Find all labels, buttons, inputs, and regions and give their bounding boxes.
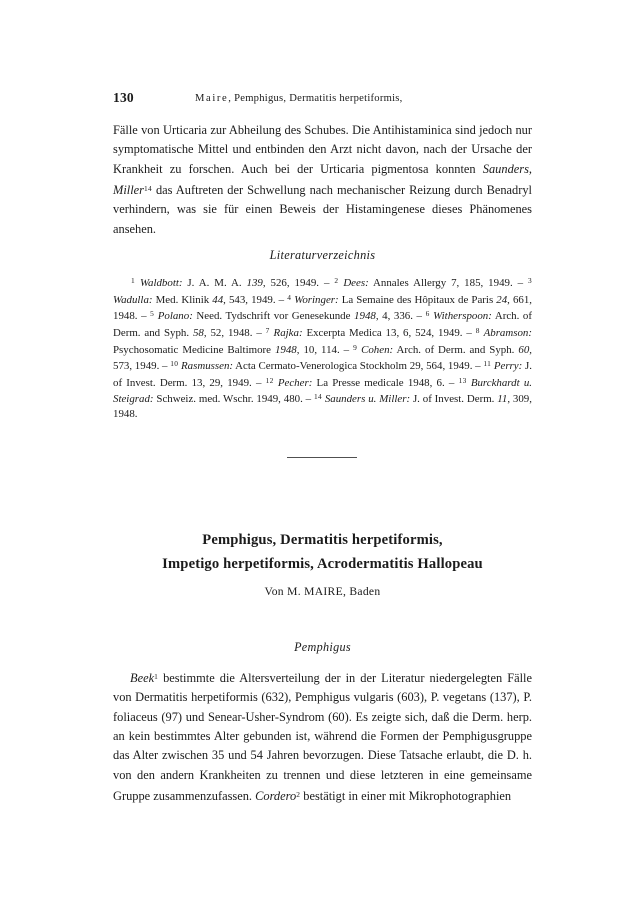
reference-number: 13	[458, 375, 467, 385]
reference-volume: 60	[518, 343, 530, 356]
reference-separator: –	[137, 310, 151, 323]
reference-source: Need. Tydschrift vor Genesekunde	[192, 310, 355, 323]
reference-pages: , 309, 1948.	[113, 393, 532, 421]
reference-pages: , 661, 1948.	[113, 293, 533, 323]
reference-pages: , 526, 1949.	[262, 277, 320, 290]
section-heading-pemphigus: Pemphigus	[294, 640, 351, 654]
reference-separator: –	[159, 360, 171, 373]
reference-separator: –	[302, 393, 314, 406]
reference-volume: 139	[246, 277, 263, 290]
reference-pages: , 10, 114.	[296, 343, 340, 356]
reference-source: Schweiz. med. Wschr. 1949, 480.	[153, 393, 303, 406]
reference-source: J. of Invest. Derm. 13, 29, 1949.	[113, 360, 532, 389]
running-head-author: Maire	[195, 93, 229, 104]
reference-number: 6	[425, 309, 430, 319]
page-number: 130	[113, 90, 134, 105]
beek-citation: Beek	[130, 671, 155, 686]
reference-pages: , 4, 336.	[375, 310, 413, 323]
reference-author: Woringer:	[294, 293, 339, 306]
running-head-rest: , Pemphigus, Dermatitis herpetiformis,	[228, 93, 403, 104]
reference-separator: –	[412, 310, 426, 323]
reference-number: 8	[475, 325, 480, 335]
reference-source: Excerpta Medica 13, 6, 524, 1949.	[302, 327, 463, 340]
reference-author: Polano:	[157, 310, 193, 323]
reference-pages: , 543, 1949.	[223, 293, 276, 306]
running-head-title	[195, 91, 403, 107]
reference-number: 11	[483, 359, 492, 369]
reference-author: Burckhardt u. Steigrad:	[113, 376, 532, 406]
literature-heading: Literaturverzeichnis	[269, 248, 376, 262]
reference-source: Psychosomatic Medicine Baltimore	[113, 343, 275, 356]
reference-author: Perry:	[493, 360, 523, 373]
reference-author: Dees:	[343, 277, 369, 290]
reference-author: Rajka:	[273, 327, 303, 340]
reference-author: Wadulla:	[113, 293, 153, 306]
reference-pages: , 573, 1949.	[113, 343, 532, 373]
reference-volume: 24	[496, 293, 508, 306]
reference-separator: –	[472, 360, 484, 373]
reference-number: 2	[334, 276, 339, 285]
reference-author: Witherspoon:	[433, 310, 492, 323]
reference-volume: 1948	[354, 310, 376, 323]
reference-number: 3	[528, 276, 533, 285]
intro-footnote-marker-14: 14	[143, 184, 152, 194]
reference-number: 10	[170, 359, 179, 369]
reference-pages: , 52, 1948.	[203, 327, 253, 340]
reference-separator: –	[462, 327, 476, 340]
reference-paragraph	[113, 274, 532, 422]
reference-separator: –	[512, 277, 529, 290]
reference-source: La Presse medicale 1948, 6.	[312, 376, 445, 389]
article-title-line-1: Pemphigus, Dermatitis herpetiformis,	[202, 532, 443, 548]
article-byline: Von M. MAIRE, Baden	[264, 585, 381, 598]
intro-text-part1: Fälle von Urticaria zur Abheilung des Schubes. Die Antihistaminica sind jedoch nur symptomatische Mittel und entbinden den Arzt nicht davon, nach der Ursache der Krankheit zu forschen. Auch bei der Urticaria pigmentosa konnten	[113, 123, 532, 176]
reference-source: Arch. of Derm. and Syph.	[393, 343, 519, 356]
reference-separator: –	[275, 293, 288, 306]
beek-footnote-marker-1: 1	[154, 672, 159, 681]
reference-number: 7	[265, 325, 270, 335]
beek-text-part2: bestätigt in einer mit Mikrophotographien	[300, 789, 512, 804]
reference-separator: –	[444, 376, 459, 389]
intro-citation-saunders-miller: Saunders, Miller	[113, 161, 532, 198]
intro-paragraph	[113, 121, 532, 239]
reference-number: 14	[313, 392, 322, 402]
reference-volume: 44	[212, 293, 224, 306]
reference-volume: 11	[497, 393, 508, 406]
reference-source: J. A. M. A.	[182, 277, 247, 290]
literature-list	[113, 274, 532, 422]
reference-number: 9	[353, 342, 358, 352]
intro-text-part2: das Auftreten der Schwellung nach mechanischer Reizung durch Benadryl verhindern, was sie für einen Beweis der Histamingenese dieses Phänomenes ansehen.	[113, 183, 532, 236]
reference-source: La Semaine des Hôpitaux de Paris	[338, 293, 497, 306]
section-divider-rule	[287, 457, 357, 458]
reference-number: 5	[150, 309, 155, 319]
reference-source: Med. Klinik	[152, 293, 213, 306]
beek-paragraph-block	[113, 667, 532, 807]
reference-source: Acta Cermato-Venerologica Stockholm 29, 564, 1949.	[233, 360, 473, 373]
article-title	[113, 528, 532, 576]
reference-separator: –	[319, 277, 335, 290]
reference-author: Waldbott:	[139, 277, 183, 290]
beek-text-part1: bestimmte die Altersverteilung der in der Literatur niedergelegten Fälle von Dermatitis herpetiformis (632), Pemphigus vulgaris (603), P. vegetans (137), P. foliaceus (97) und Senear-Usher-Syndrom (60). Es zeigte sich, daß die Derm. herp. an kein bestimmtes Alter gebunden ist, während die Formen der Pemphigusgruppe das Alter zwischen 35 und 54 Jahren bevorzugen. Diese Tatsache erlaubt, die D. h. von den andern Krankheiten zu trennen und diese letzteren in eine gemeinsame Gruppe zusammenzufassen.	[113, 671, 532, 804]
reference-author: Abramson:	[483, 327, 532, 340]
reference-number: 1	[131, 276, 135, 285]
reference-author: Rasmussen:	[181, 360, 234, 373]
reference-source: Annales Allergy 7, 185, 1949.	[368, 277, 513, 290]
reference-volume: 58	[192, 327, 204, 340]
reference-number: 4	[287, 292, 292, 302]
reference-author: Saunders u. Miller:	[324, 393, 411, 406]
reference-number: 12	[265, 375, 274, 385]
reference-separator: –	[339, 343, 354, 356]
intro-paragraph-block	[113, 121, 532, 239]
cordero-citation: Cordero	[255, 789, 297, 804]
beek-paragraph	[113, 667, 532, 807]
reference-separator: –	[251, 376, 266, 389]
reference-author: Pecher:	[277, 376, 313, 389]
reference-source: J. of Invest. Derm.	[410, 393, 498, 406]
reference-volume: 1948	[274, 343, 297, 356]
running-head	[113, 90, 531, 106]
cordero-footnote-marker-2: 2	[296, 790, 301, 800]
reference-source: Arch. of Derm. and Syph.	[113, 310, 532, 340]
reference-separator: –	[252, 327, 266, 340]
article-title-line-2: Impetigo herpetiformis, Acrodermatitis Hallopeau	[162, 556, 483, 572]
reference-author: Cohen:	[361, 343, 394, 356]
